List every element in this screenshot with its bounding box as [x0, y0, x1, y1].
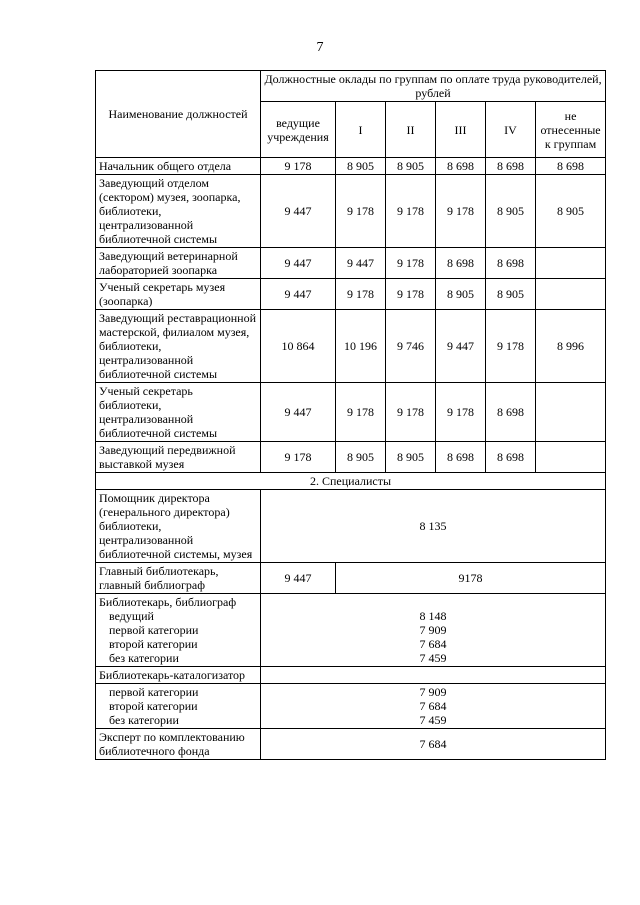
category-label: первой категории [109, 623, 199, 637]
salary-cell: 8 905 [336, 158, 386, 175]
category-label: второй категории [109, 699, 198, 713]
salary-cell: 8 698 [436, 248, 486, 279]
salary-cell: 9 178 [336, 175, 386, 248]
salary-table [95, 70, 606, 760]
table-row [96, 310, 606, 383]
category-label: без категории [109, 651, 179, 665]
salary-cell: 9 178 [336, 383, 386, 442]
salary-value: 8 148 [419, 609, 447, 623]
salary-cell: 9 447 [261, 279, 336, 310]
salary-cell: 9 447 [261, 563, 336, 594]
header-group-2: II [386, 102, 436, 158]
table-row [96, 490, 606, 563]
salary-cell: 8 905 [436, 279, 486, 310]
table-row [96, 383, 606, 442]
category-label: первой категории [109, 685, 199, 699]
header-group-title: Должностные оклады по группам по оплате труда руководителей, рублей [261, 71, 606, 102]
salary-cell: 8 905 [486, 175, 536, 248]
salary-cell: 8 135 [261, 490, 606, 563]
salary-cell: 8 905 [386, 442, 436, 473]
salary-cell-group [261, 684, 606, 729]
salary-cell: 9 178 [386, 248, 436, 279]
position-name-group [96, 684, 261, 729]
salary-cell [536, 279, 606, 310]
position-name: Начальник общего отдела [96, 158, 261, 175]
salary-value: 7 684 [419, 637, 447, 651]
header-group-leading: ведущие учреждения [261, 102, 336, 158]
header-group-3: III [436, 102, 486, 158]
salary-cell: 8 698 [486, 158, 536, 175]
salary-cell: 8 905 [486, 279, 536, 310]
position-name: Библиотекарь-каталогизатор [96, 667, 261, 684]
salary-cell: 8 698 [486, 442, 536, 473]
table-row [96, 667, 606, 684]
salary-cell: 9 178 [261, 158, 336, 175]
salary-cell: 9 178 [436, 383, 486, 442]
header-group-4: IV [486, 102, 536, 158]
position-name: Эксперт по комплектованию библиотечного фонда [96, 729, 261, 760]
salary-cell: 8 698 [436, 442, 486, 473]
section-title: 2. Специалисты [96, 473, 606, 490]
salary-value: 7 459 [419, 713, 447, 727]
salary-cell [536, 383, 606, 442]
category-label: второй категории [109, 637, 198, 651]
salary-cell: 9 447 [261, 248, 336, 279]
page-number: 7 [316, 40, 324, 55]
position-name: Ученый секретарь музея (зоопарка) [96, 279, 261, 310]
section-header-row [96, 473, 606, 490]
table-row [96, 248, 606, 279]
salary-cell: 9 178 [386, 175, 436, 248]
salary-cell: 9 447 [436, 310, 486, 383]
empty-cell [261, 667, 606, 684]
salary-cell: 8 905 [536, 175, 606, 248]
salary-value: 7 684 [419, 699, 447, 713]
position-name: Помощник директора (генерального директора) библиотеки, централизованной библиотечной системы, музея [96, 490, 261, 563]
table-row [96, 729, 606, 760]
table-row [96, 175, 606, 248]
position-name: Заведующий передвижной выставкой музея [96, 442, 261, 473]
table-row [96, 442, 606, 473]
salary-cell [536, 248, 606, 279]
salary-cell: 8 996 [536, 310, 606, 383]
salary-cell: 9 447 [336, 248, 386, 279]
salary-cell: 8 698 [536, 158, 606, 175]
salary-value: 7 909 [419, 685, 447, 699]
salary-cell: 8 905 [336, 442, 386, 473]
category-label: без категории [109, 713, 179, 727]
category-label: ведущий [109, 609, 154, 623]
position-name-group [96, 594, 261, 667]
salary-value: 7 459 [419, 651, 447, 665]
salary-cell: 10 864 [261, 310, 336, 383]
header-position-name: Наименование должностей [96, 71, 261, 158]
header-group-none: не отнесенные к группам [536, 102, 606, 158]
header-group-1: I [336, 102, 386, 158]
salary-cell: 9 178 [486, 310, 536, 383]
table-row [96, 563, 606, 594]
salary-cell: 9 178 [386, 279, 436, 310]
salary-cell: 8 698 [486, 383, 536, 442]
position-name: Заведующий ветеринарной лабораторией зоопарка [96, 248, 261, 279]
salary-cell: 9 746 [386, 310, 436, 383]
salary-cell: 9 178 [261, 442, 336, 473]
table-row [96, 158, 606, 175]
position-name: Заведующий отделом (сектором) музея, зоопарка, библиотеки, централизованной библиотечной системы [96, 175, 261, 248]
salary-cell [536, 442, 606, 473]
table-row [96, 684, 606, 729]
salary-cell: 8 905 [386, 158, 436, 175]
salary-cell: 10 196 [336, 310, 386, 383]
salary-cell: 9 178 [436, 175, 486, 248]
position-name: Ученый секретарь библиотеки, централизованной библиотечной системы [96, 383, 261, 442]
salary-cell: 8 698 [486, 248, 536, 279]
position-name: Заведующий реставрационной мастерской, филиалом музея, библиотеки, централизованной библиотечной системы [96, 310, 261, 383]
table-row [96, 594, 606, 667]
salary-cell: 8 698 [436, 158, 486, 175]
salary-cell: 7 684 [261, 729, 606, 760]
salary-cell: 9 447 [261, 175, 336, 248]
salary-cell: 9 178 [336, 279, 386, 310]
table-row [96, 279, 606, 310]
salary-cell-group [261, 594, 606, 667]
salary-cell: 9 178 [386, 383, 436, 442]
salary-value: 7 909 [419, 623, 447, 637]
position-name: Библиотекарь, библиограф [99, 595, 237, 609]
salary-cell: 9178 [336, 563, 606, 594]
header-row-1 [96, 71, 606, 102]
salary-cell: 9 447 [261, 383, 336, 442]
position-name: Главный библиотекарь, главный библиограф [96, 563, 261, 594]
